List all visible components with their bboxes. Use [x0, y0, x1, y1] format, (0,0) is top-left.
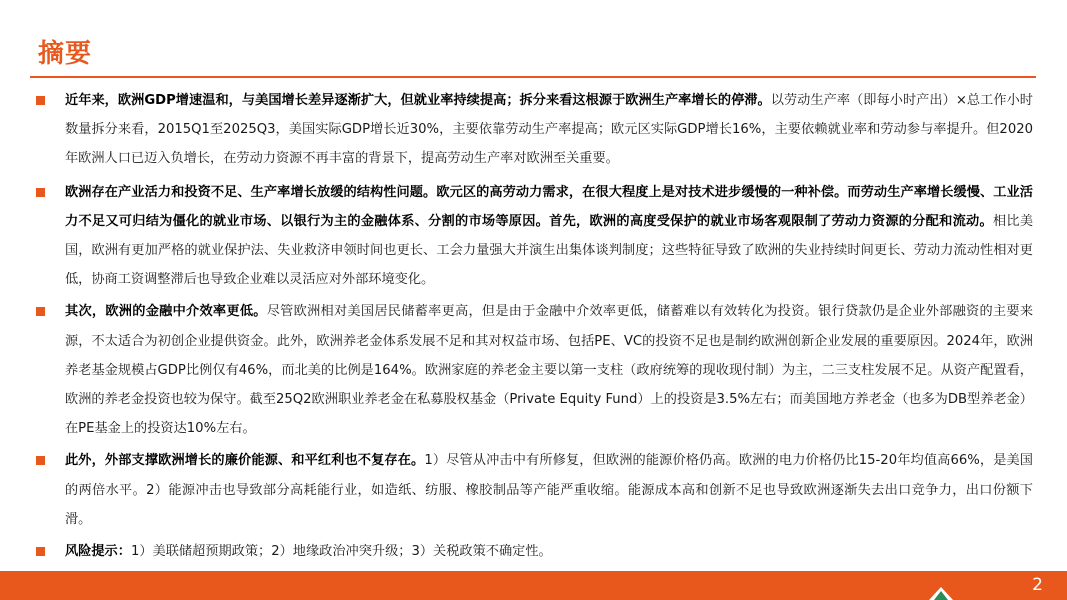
square-bullet-icon	[36, 547, 45, 556]
title-divider	[30, 76, 1036, 78]
risk-warning-label: 风险提示：	[65, 544, 131, 560]
paragraph-1-lead: 近年来，欧洲GDP增速温和，与美国增长差异逐渐扩大，但就业率持续提高；拆分来看这根源于欧洲生产率增长的停滞。	[65, 93, 771, 108]
page-number: 2	[1032, 575, 1043, 595]
paragraph-4-lead: 此外，外部支撑欧洲增长的廉价能源、和平红利也不复存在。	[65, 453, 425, 469]
summary-paragraph-3	[32, 297, 1033, 443]
paragraph-1-body: 以劳动生产率（即每小时产出）×总工作小时数量拆分来看，2015Q1至2025Q3，美国实际GDP增长近30%，主要依靠劳动生产率提高；欧元区实际GDP增长16%，主要依赖就业率和劳动参与率提升。但2020年欧洲人口已迈入负增长，在劳动力资源不再丰富的背景下，提高劳动生产率对欧洲至关重要。	[65, 93, 1033, 167]
paragraph-2-lead: 欧洲存在产业活力和投资不足、生产率增长放缓的结构性问题。欧元区的高劳动力需求，在很大程度上是对技术进步缓慢的一种补偿。而劳动生产率增长缓慢、工业活力不足又可归结为僵化的就业市场、以银行为主的金融体系、分割的市场等原因。首先，欧洲的高度受保护的就业市场客观限制了劳动力资源的分配和流动。	[65, 184, 1033, 229]
risk-warning	[32, 537, 1033, 566]
footer-bar	[0, 571, 1067, 600]
paragraph-4-body: 1）尽管从冲击中有所修复，但欧洲的能源价格仍高。欧洲的电力价格仍比15-20年均值高66%，是美国的两倍水平。2）能源冲击也导致部分高耗能行业，如造纸、纺服、橡胶制品等产能严重收缩。能源成本高和创新不足也导致欧洲逐渐失去出口竞争力，出口份额下滑。	[65, 453, 1033, 527]
square-bullet-icon	[36, 456, 45, 465]
page-title: 摘要	[38, 39, 93, 69]
paragraph-2-body: 相比美国，欧洲有更加严格的就业保护法、失业救济申领时间也更长、工会力量强大并演生出集体谈判制度；这些特征导致了欧洲的失业持续时间更长、劳动力流动性相对更低，协商工资调整滞后也导致企业难以灵活应对外部环境变化。	[65, 213, 1034, 288]
paragraph-3-lead: 其次，欧洲的金融中介效率更低。	[65, 304, 267, 320]
summary-paragraph-2	[32, 178, 1033, 295]
summary-paragraph-4	[32, 446, 1033, 534]
paragraph-3-body: 尽管欧洲相对美国居民储蓄率更高，但是由于金融中介效率更低，储蓄难以有效转化为投资。银行贷款仍是企业外部融资的主要来源，不太适合为初创企业提供资金。此外，欧洲养老金体系发展不足和其对权益市场、包括PE、VC的投资不足也是制约欧洲创新企业发展的重要原因。2024年，欧洲养老基金规模占GDP比例仅有46%，而北美的比例是164%。欧洲家庭的养老金主要以第一支柱（政府统筹的现收现付制）为主，二三支柱发展不足。从资产配置看，欧洲的养老金投资也较为保守。截至25Q2欧洲职业养老金在私募股权基金（Private Equity Fund）上的投资是3.5%左右；而美国地方养老金（也多为DB型养老金）在PE基金上的投资达10%左右。	[65, 304, 1034, 437]
risk-warning-body: 1）美联储超预期政策；2）地缘政治冲突升级；3）关税政策不确定性。	[130, 544, 552, 560]
square-bullet-icon	[36, 188, 45, 197]
summary-content	[32, 86, 1033, 566]
square-bullet-icon	[36, 307, 45, 316]
summary-paragraph-1	[32, 86, 1033, 174]
square-bullet-icon	[36, 96, 45, 105]
company-logo-icon	[926, 586, 956, 600]
